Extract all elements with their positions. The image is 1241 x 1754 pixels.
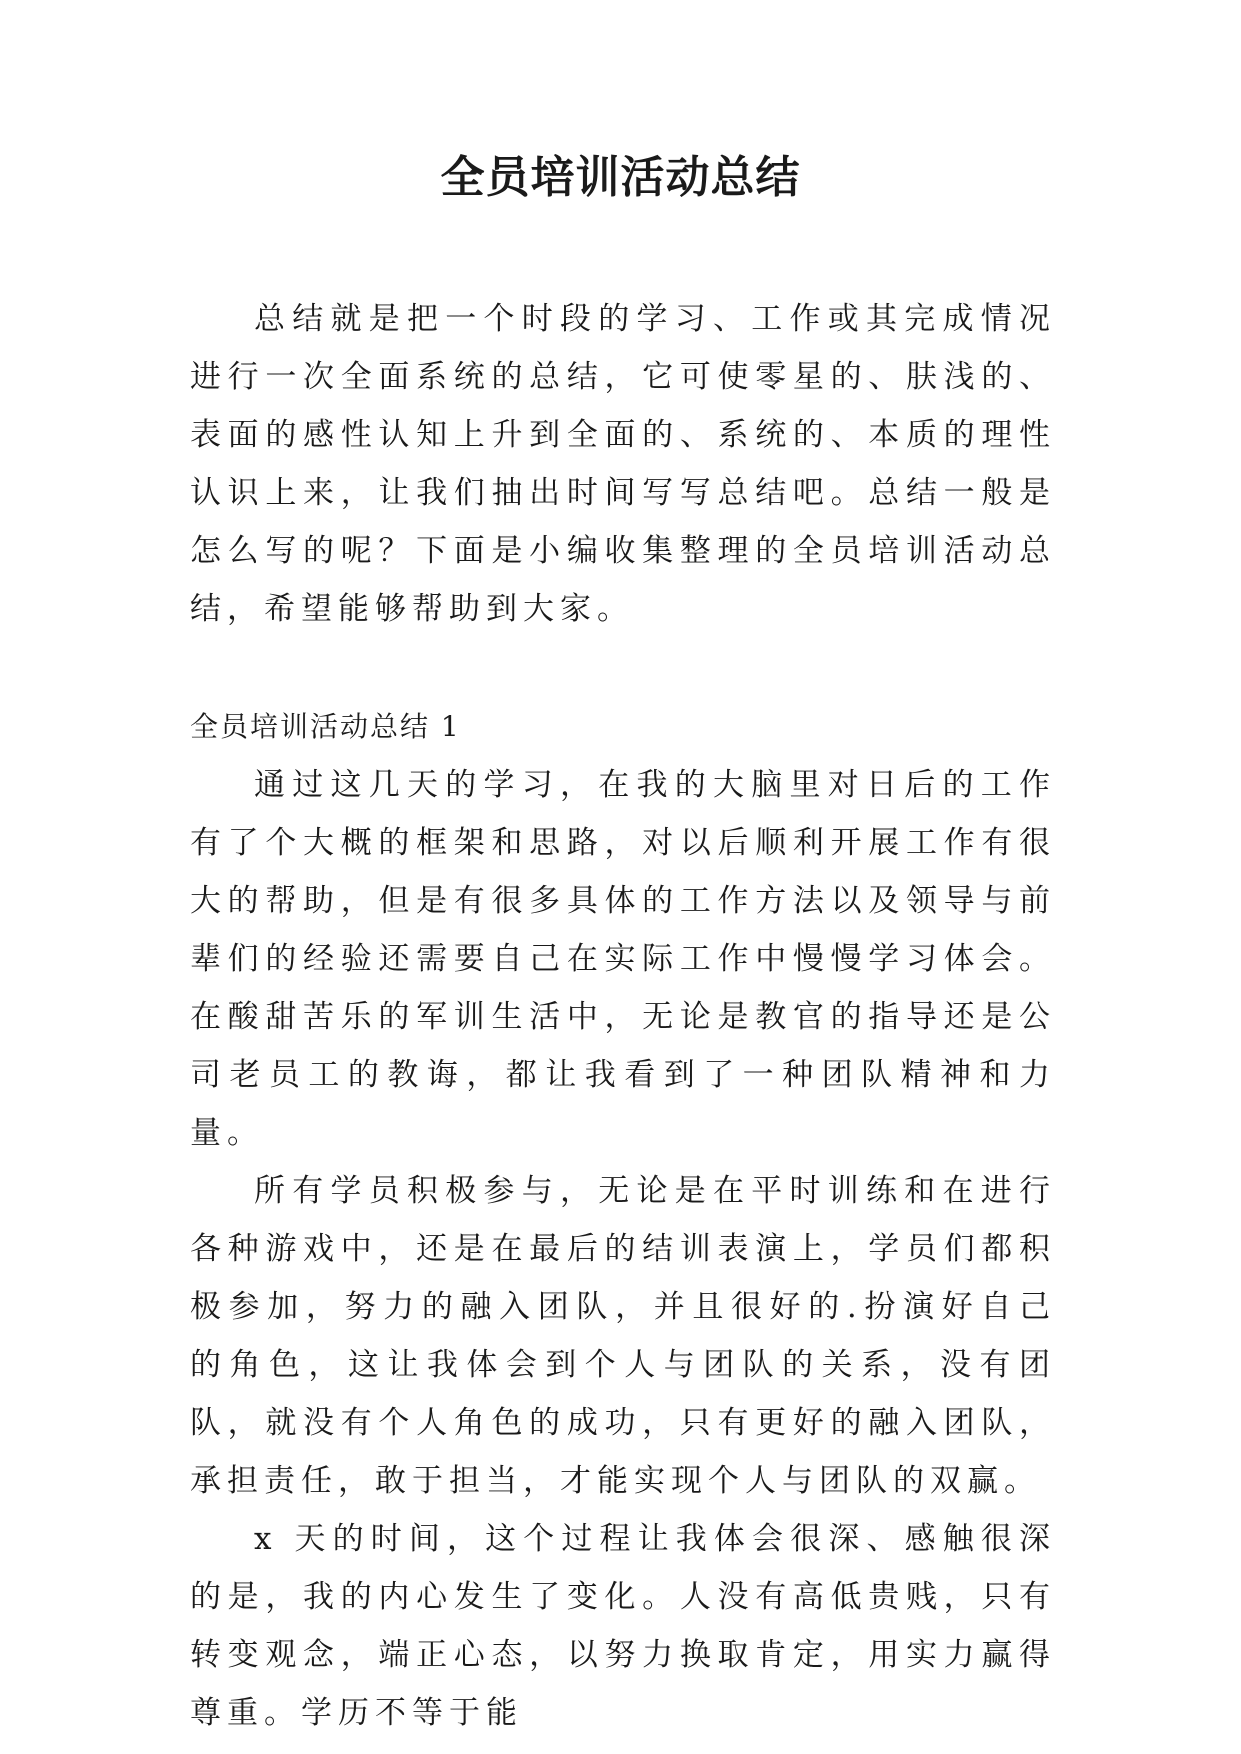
body-paragraph-3: x 天的时间，这个过程让我体会很深、感触很深的是，我的内心发生了变化。人没有高低贵贱，只有转变观念，端正心态，以努力换取肯定，用实力赢得尊重。学历不等于能 (190, 1521, 1056, 1731)
intro-paragraph: 总结就是把一个时段的学习、工作或其完成情况进行一次全面系统的总结，它可使零星的、肤浅的、表面的感性认知上升到全面的、系统的、本质的理性认识上来，让我们抽出时间写写总结吧。总结一般是怎么写的呢？下面是小编收集整理的全员培训活动总结，希望能够帮助到大家。 (190, 301, 1056, 627)
document-body (190, 290, 1056, 1742)
document-title: 全员培训活动总结 (440, 152, 801, 203)
body-paragraph-2: 所有学员积极参与，无论是在平时训练和在进行各种游戏中，还是在最后的结训表演上，学员们都积极参加，努力的融入团队，并且很好的.扮演好自己的角色，这让我体会到个人与团队的关系，没有团队，就没有个人角色的成功，只有更好的融入团队，承担责任，敢于担当，才能实现个人与团队的双赢。 (190, 1173, 1056, 1499)
body-paragraph-1: 通过这几天的学习，在我的大脑里对日后的工作有了个大概的框架和思路，对以后顺利开展工作有很大的帮助，但是有很多具体的工作方法以及领导与前辈们的经验还需要自己在实际工作中慢慢学习体会。在酸甜苦乐的军训生活中，无论是教官的指导还是公司老员工的教诲，都让我看到了一种团队精神和力量。 (190, 767, 1056, 1151)
section-heading: 全员培训活动总结 1 (190, 710, 461, 743)
